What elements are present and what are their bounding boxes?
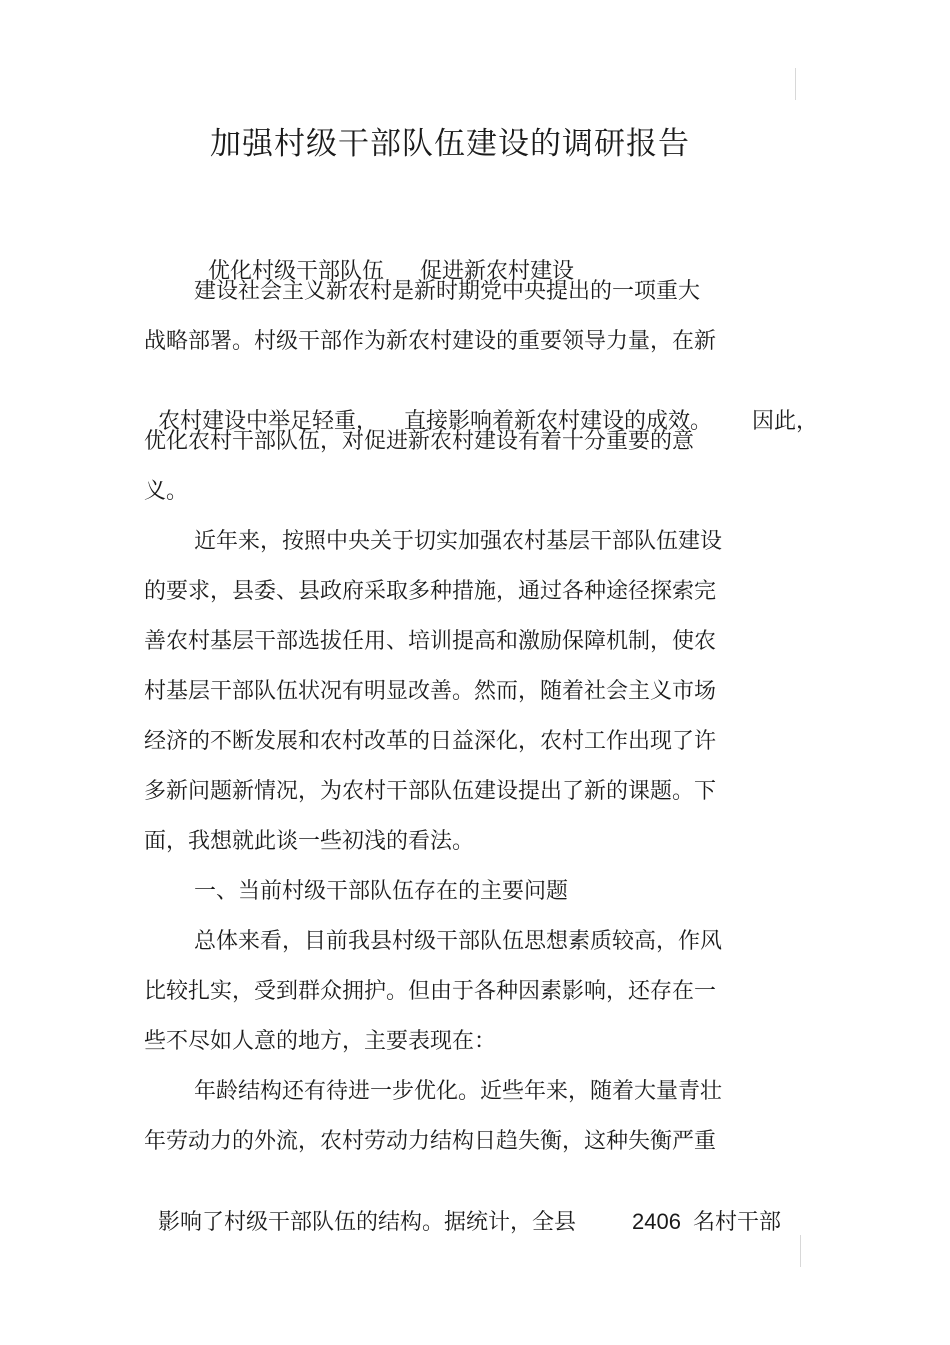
- cadre-count: 2406: [632, 1209, 681, 1234]
- paragraph-2-line-2: 的要求，县委、县政府采取多种措施，通过各种途径探索完: [144, 579, 717, 604]
- paragraph-2-line-3: 善农村基层干部选拔任用、培训提高和激励保障机制，使农: [144, 629, 717, 654]
- paragraph-2-line-7: 面，我想就此谈一些初浅的看法。: [144, 829, 475, 854]
- paragraph-2-line-4: 村基层干部队伍状况有明显改善。然而，随着社会主义市场: [144, 679, 717, 704]
- paragraph-3-line-1: 总体来看，目前我县村级干部队伍思想素质较高，作风: [194, 929, 723, 954]
- page-edge-mark-top: [795, 68, 796, 100]
- paragraph-1-line-2: 战略部署。村级干部作为新农村建设的重要领导力量，在新: [144, 329, 717, 354]
- paragraph-4-line-3: [144, 1177, 781, 1238]
- paragraph-1-line-5: 义。: [144, 479, 189, 504]
- paragraph-2-line-6: 多新问题新情况，为农村干部队伍建设提出了新的课题。下: [144, 779, 717, 804]
- paragraph-3-line-2: 比较扎实，受到群众拥护。但由于各种因素影响，还存在一: [144, 979, 717, 1004]
- section-heading-1: 一、当前村级干部队伍存在的主要问题: [194, 879, 569, 904]
- paragraph-2-line-5: 经济的不断发展和农村改革的日益深化，农村工作出现了许: [144, 729, 717, 754]
- paragraph-3-line-3: 些不尽如人意的地方，主要表现在：: [144, 1029, 497, 1054]
- paragraph-4-line-3-part-b: 名村干部: [692, 1210, 781, 1235]
- paragraph-1-line-3-part-c: 因此，: [752, 409, 819, 434]
- paragraph-4-line-1: 年龄结构还有待进一步优化。近些年来，随着大量青壮: [194, 1079, 723, 1104]
- subtitle-part-2: 促进新农村建设: [420, 259, 575, 284]
- document-title: 加强村级干部队伍建设的调研报告: [210, 126, 690, 162]
- paragraph-4-line-2: 年劳动力的外流，农村劳动力结构日趋失衡，这种失衡严重: [144, 1129, 717, 1154]
- page-edge-mark-bottom: [800, 1235, 801, 1267]
- paragraph-1-line-4: 优化农村干部队伍，对促进新农村建设有着十分重要的意: [144, 429, 695, 454]
- paragraph-1-line-3-part-a: 农村建设中举足轻重，: [158, 409, 379, 434]
- paragraph-2-line-1: 近年来，按照中央关于切实加强农村基层干部队伍建设: [194, 529, 723, 554]
- paragraph-1-line-1: 建设社会主义新农村是新时期党中央提出的一项重大: [194, 279, 701, 304]
- subtitle-part-1: 优化村级干部队伍: [208, 259, 385, 284]
- paragraph-1-line-3-part-b: 直接影响着新农村建设的成效。: [404, 409, 713, 434]
- paragraph-4-line-3-part-a: 影响了村级干部队伍的结构。据统计，全县: [158, 1210, 577, 1235]
